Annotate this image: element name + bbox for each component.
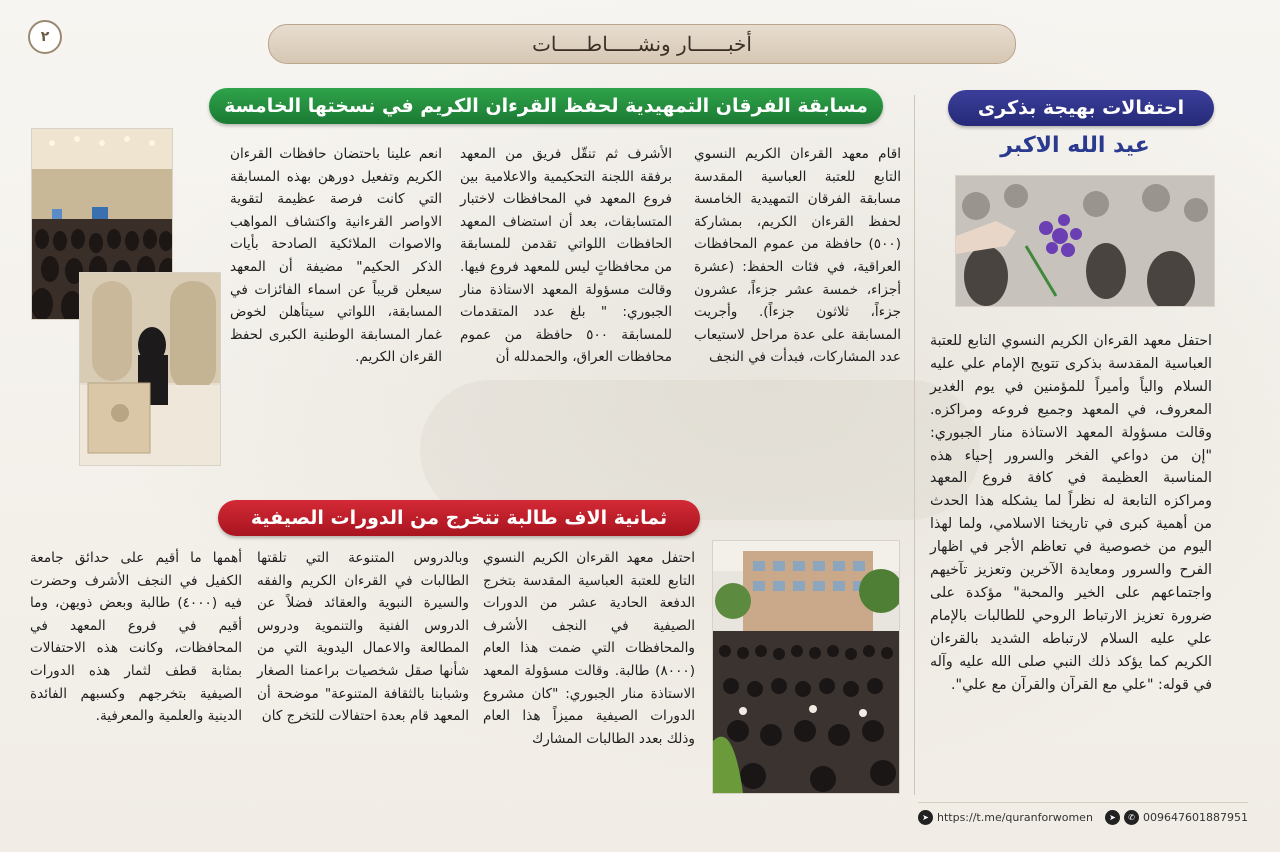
side-article-headline: احتفالات بهيجة بذكرى — [948, 90, 1214, 126]
side-article-text: احتفل معهد القرءان الكريم النسوي التابع للعتبة العباسية المقدسة بذكرى تتويج الإمام علي عليه السلام والياً وأميراً للمؤمنين في يوم الغدير المعروف، في المعهد وجميع فروعه ومراكزه. وقالت مسؤولة المعهد الاستاذة منار الجبوري: "إن من دواعي الفخر والسرور إحياء هذه المناسبة العظيمة في كافة فروع المعهد ومراكزه التابعة له نظراً لما يشكله هذا الحدث من أهمية كبرى في تاريخنا الاسلامي، ولما لهذا اليوم من خصوصية في تعاظم الأجر في اظهار الفرح والسرور ومعايدة الآخرين وتعزيز تآخيهم واجتماعهم على الخير والمحبة" مؤكدة على ضرورة تعزيز الارتباط الروحي للطالبات بالإمام علي عليه السلام لارتباطه الشديد بالقرءان الكريم كما يؤكد ذلك النبي صلى الله عليه وآله في قوله: "علي مع القرآن والقرآن مع علي". — [930, 333, 1212, 693]
column-divider — [914, 95, 915, 795]
footer-telegram-group — [918, 810, 1093, 825]
photo-hand-with-purple-flowers — [955, 175, 1215, 307]
bottom-article-column-1 — [483, 547, 695, 750]
whatsapp-icon: ✆ — [1124, 810, 1139, 825]
top-article-column-2 — [460, 143, 672, 369]
telegram-icon: ➤ — [918, 810, 933, 825]
footer-phone-group — [1105, 810, 1248, 825]
footer-contact — [918, 802, 1248, 829]
bottom-article-headline: ثمانية الاف طالبة تتخرج من الدورات الصيفية — [218, 500, 700, 536]
phone-number: 009647601887951 — [1143, 810, 1248, 824]
bottom-article-text-1: احتفل معهد القرءان الكريم النسوي التابع للعتبة العباسية المقدسة بتخرج الدفعة الحادية عشر من الدورات الصيفية في النجف الأشرف والمحافظات التي ضمت هذا العام (٨٠٠٠) طالبة. وقالت مسؤولة المعهد الاستاذة منار الجبوري: "كان مشروع الدورات الصيفية مميزاً هذا العام وذلك بعدد الطالبات المشارك — [483, 550, 695, 747]
top-article-column-3 — [230, 143, 442, 369]
bottom-article-column-2 — [257, 547, 469, 728]
photo-speaker-at-podium — [79, 272, 221, 466]
photo-graduation-crowd — [712, 540, 900, 794]
telegram-icon: ➤ — [1105, 810, 1120, 825]
page-number: ٢ — [28, 20, 62, 54]
bottom-article-text-3: أهمها ما أقيم على حدائق جامعة الكفيل في النجف الأشرف وحضرت فيه (٤٠٠٠) طالبة وبعض ذويهن، وما أقيم في فروع المعهد في المحافظات، وكانت هذه الاحتفالات بمثابة قطف لثمار هذه الدورات الصيفية بتخرجهم وكسبهم الفائدة الدينية والعلمية والمعرفية. — [30, 550, 243, 725]
top-article-text-3: انعم علينا باحتضان حافظات القرءان الكريم وتفعيل دورهن بهذه المسابقة التي كانت فرصة عظيمة لتقوية الاواصر القرءانية واكتشاف المواهب والاصوات الملائكية الصادحة بأيات الذكر الحكيم" مضيفة أن المعهد سيعلن قريباً عن اسماء الفائزات في المسابقة، اللواتي سيتأهلن لخوض غمار المسابقة الوطنية الكبرى لحفظ القرءان الكريم. — [230, 146, 442, 366]
bottom-article-column-3 — [30, 547, 242, 728]
bottom-article-text-2: وبالدروس المتنوعة التي تلقتها الطالبات في القرءان الكريم والفقه والسيرة النبوية والعقائد فضلاً عن الدروس الفنية والتنموية ودروس المطالعة والاعمال اليدوية التي من شأنها صقل شخصيات براعمنا الصغار وشبابنا بالثقافة المتنوعة" موضحة أن المعهد قام بعدة احتفالات للتخرج كان — [257, 550, 469, 725]
top-article-text-1: اقام معهد القرءان الكريم النسوي التابع للعتبة العباسية المقدسة مسابقة الفرقان التمهيدية الخامسة لحفظ القرءان الكريم، بمشاركة (٥٠٠) حافظة من عموم المحافظات العراقية، في فئات الحفظ: (عشرة أجزاء، خمسة عشر جزءاً، عشرون جزءاً، ثلاثون جزءاً). وأجريت المسابقة على عدة مراحل لاستيعاب عدد المشاركات، فبدأت في النجف — [694, 146, 901, 366]
section-title: أخبــــــار ونشـــــاطـــــات — [532, 32, 752, 56]
side-article-body-column — [930, 330, 1212, 697]
section-header — [268, 24, 1016, 64]
background-watermark — [420, 380, 980, 520]
top-article-column-1 — [694, 143, 901, 369]
top-article-text-2: الأشرف ثم تنقّل فريق من المعهد برفقة اللجنة التحكيمية والاعلامية بين فروع المعهد في المحافظات لاختبار المتسابقات، بعد أن استضاف المعهد الحافظات اللواتي تقدمن للمسابقة من محافظاتٍ ليس للمعهد فروع فيها. وقالت مسؤولة المعهد الاستاذة منار الجبوري: " بلغ عدد المتقدمات للمسابقة ٥٠٠ حافظة من عموم محافظات العراق، والحمدلله أن — [460, 146, 672, 366]
telegram-link[interactable]: https://t.me/quranforwomen — [937, 810, 1093, 824]
top-article-headline: مسابقة الفرقان التمهيدية لحفظ القرءان الكريم في نسختها الخامسة — [209, 88, 883, 124]
side-article-subheadline: عيد الله الاكبر — [1000, 133, 1150, 158]
